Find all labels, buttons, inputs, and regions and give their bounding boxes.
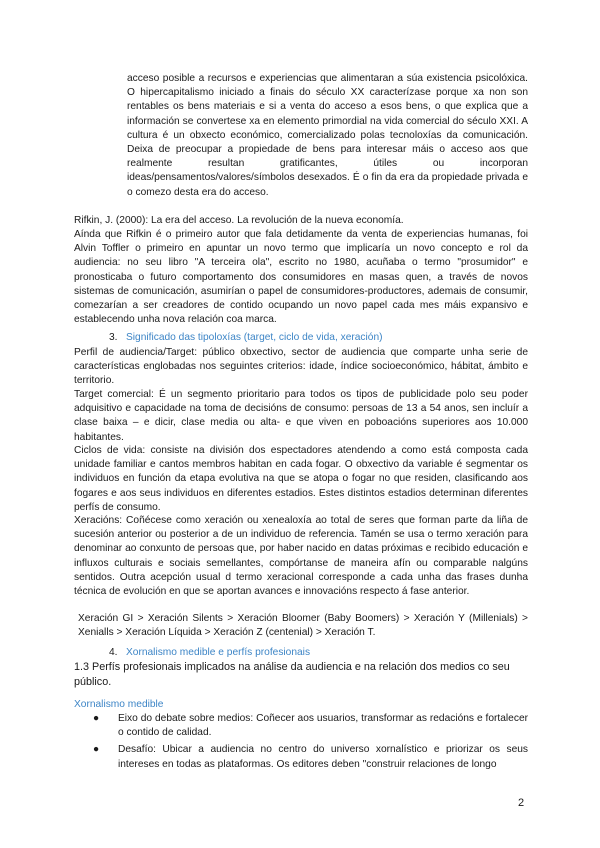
- section-4-title: Xornalismo medible e perfís profesionais: [126, 647, 311, 658]
- subsection-1-3: 1.3 Perfís profesionais implicados na análise da audiencia e na relación dos medios co seu público.: [74, 661, 510, 688]
- xornalismo-medible-heading: Xornalismo medible: [74, 699, 164, 710]
- citation: Rifkin, J. (2000): La era del acceso. La revolución de la nueva economía.: [74, 215, 404, 226]
- bullet-icon: ●: [93, 713, 100, 724]
- xeracions-paragraph: Xeracións: Coñécese como xeración ou xenealoxía ao total de seres que forman parte da liña de sucesión anterior ou posterior a de un individuo de referencia. Tamén se usa o termo xeración para denominar ao conxunto de persoas que, por haber nacido en datas próximas e recibido educación e influxos culturais e sociais semellantes, compórtanse de maneira afín ou comparable nalgúns sentidos. Outra acepción usual d termo xeracional corresponde a cada unha das frases dunha técnica de evolución en que se aportan avances e innovacións respecto á fase anterior.: [74, 515, 528, 598]
- bullet-text: Eixo do debate sobre medios: Coñecer aos usuarios, transformar as redacións e fortalecer o contido de calidad.: [118, 713, 528, 739]
- bullet-list: [74, 712, 528, 775]
- section-3-number: 3.: [109, 332, 118, 343]
- bullet-icon: ●: [93, 744, 100, 756]
- list-item: [74, 743, 528, 771]
- page-number: 2: [518, 797, 525, 809]
- section-4-number: 4.: [109, 647, 118, 658]
- section-3-heading: [109, 331, 383, 345]
- ciclos-paragraph: Ciclos de vida: consiste na división dos espectadores atendendo a como está composta cada unidade familiar e cantos membros habitan en cada fogar. O obxectivo da variable é segmentar os individuos en función da etapa evolutiva na que se atopa o fogar no que residen, clasificando aos fogares e aos seus individuos en diferentes estadios. Estes distintos estadios determinan diferentes perfís de consumo.: [74, 445, 528, 513]
- generations-line: Xeración GI > Xeración Silents > Xeración Bloomer (Baby Boomers) > Xeración Y (Millenials) > Xenialls > Xeración Líquida > Xeración Z (centenial) > Xeración T.: [78, 613, 528, 639]
- section-4-heading: [109, 646, 310, 660]
- bullet-text: Desafío: Ubicar a audiencia no centro do universo xornalístico e priorizar os seus intereses en todas as plataformas. Os editores deben "construir relaciones de longo: [118, 744, 528, 770]
- toffler-paragraph: Aínda que Rifkin é o primeiro autor que fala detidamente da venta de experiencias humanas, foi Alvin Toffler o primeiro en apuntar un novo termo que implicaría un novo concepto e rol da audiencia: no seu libro "A terceira ola", escrito no 1980, acuñaba o termo "prosumidor" e pronosticaba o futuro comportamento dos consumidores en masas quen, a través de novos sistemas de comunicación, asumirían o papel de consumidores-productores, ademais de consumir, comezarían a ser creadores de contido ocupando un novo papel cada mes máis expansivo e establecendo unha nova relación coa marca.: [74, 229, 528, 326]
- rifkin-quote: acceso posible a recursos e experiencias que alimentaran a súa existencia psicolóxica. O hipercapitalismo iniciado a finais do século XX caracterízase porque xa non son rentables os bens materiais e si a venta do acceso a esos bens, o que explica que a información se convertese xa en elemento primordial na vida comercial do século XXI. A cultura é un obxecto económico, comercializado polas tecnoloxías da comunicación. Deixa de preocupar a propiedade de bens para interesar máis o acceso aos que realmente resultan gratificantes, útiles ou incorporan ideas/pensamentos/valores/símbolos desexados. É o fin da era da propiedade privada e o comezo desta era do acceso.: [127, 73, 528, 198]
- list-item: [74, 712, 528, 740]
- target-comercial-paragraph: Target comercial: É un segmento prioritario para todos os tipos de publicidade polo seu poder adquisitivo e capacidade na toma de decisións de consumo: persoas de 13 a 54 anos, sen incluír a clase baixa – e dicir, clase media ou alta- e que viven en poboacións superiores aos 10.000 habitantes.: [74, 389, 528, 443]
- perfil-paragraph: Perfil de audiencia/Target: público obxectivo, sector de audiencia que comparte unha serie de características englobadas nos seguintes criterios: idade, índice socioeconómico, hábitat, ámbito e territorio.: [74, 347, 528, 387]
- section-3-title: Significado das tipoloxías (target, ciclo de vida, xeración): [126, 332, 383, 343]
